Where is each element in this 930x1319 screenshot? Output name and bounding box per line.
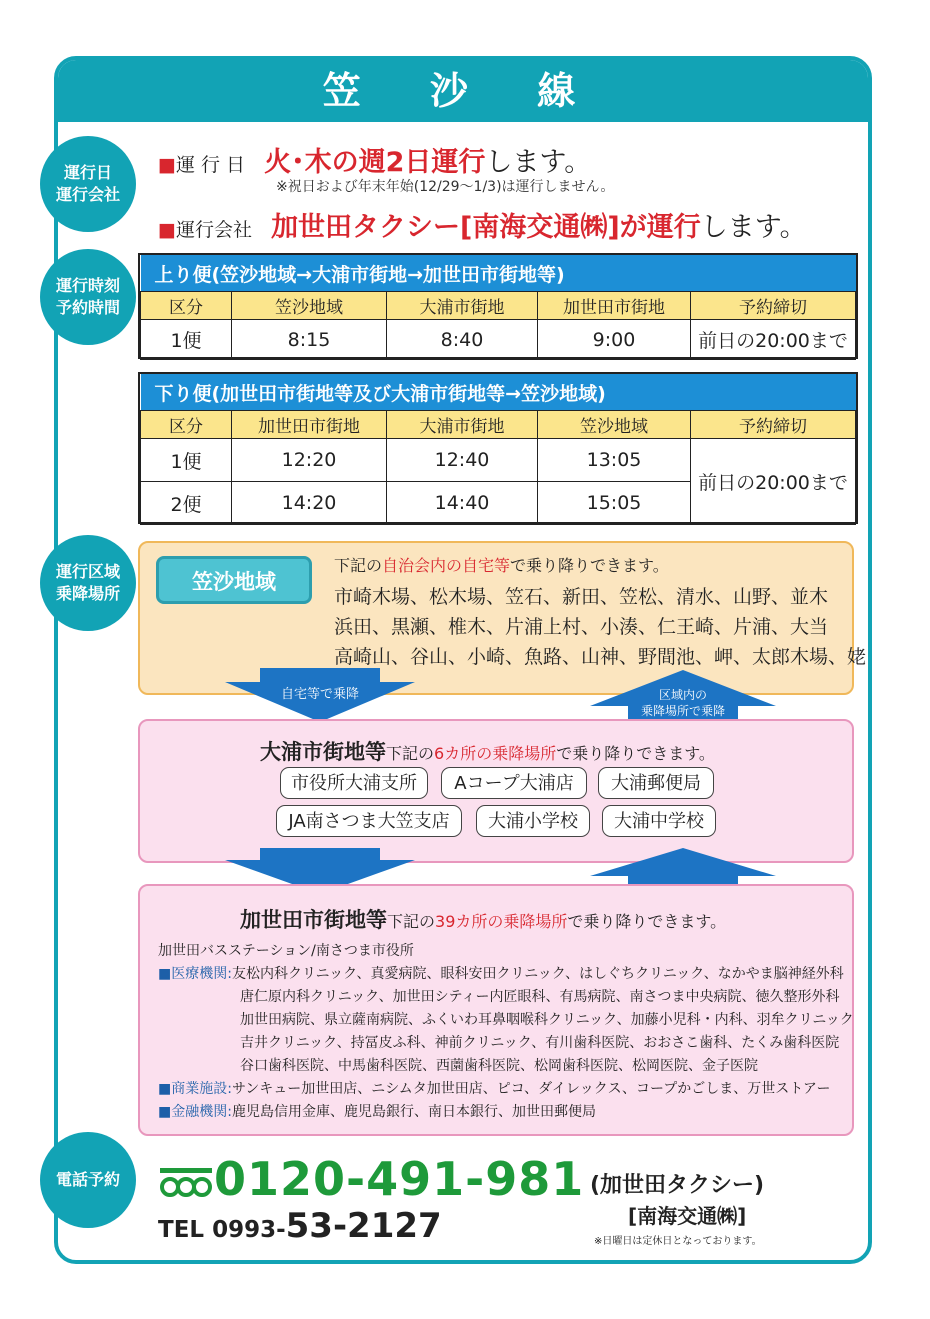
down-timetable: 下り便(加世田市街地等及び大浦市街地等→笠沙地域) 区分 加世田市街地 大浦市街地 笠沙地域 予約締切 1便 12:20 12:40 13:05 前日の20:00まで 2便 14:20 14:40 15:05	[138, 372, 858, 524]
stop-item: 市役所大浦支所	[280, 767, 428, 799]
phone-company-2: [南海交通㈱]	[628, 1204, 747, 1228]
kaseda-intro: 加世田市街地等下記の39カ所の乗降場所で乗り降りできます。	[240, 908, 727, 932]
down-table-caption: 下り便(加世田市街地等及び大浦市街地等→笠沙地域)	[141, 374, 856, 411]
side-label-phone: 電話予約	[40, 1132, 136, 1228]
side-label-schedule: 運行時刻 予約時間	[40, 249, 136, 345]
operation-day: ■運 行 日 火･木の週2日運行します。	[158, 147, 592, 178]
bullet-square: ■	[158, 154, 176, 176]
bullet-square: ■	[158, 219, 176, 241]
freedial-number[interactable]: 0120-491-981	[214, 1152, 585, 1206]
up-table-caption: 上り便(笠沙地域→大浦市街地→加世田市街地等)	[141, 255, 856, 292]
stop-item: Aコープ大浦店	[441, 767, 587, 799]
table-row: 2便 14:20 14:40 15:05	[141, 482, 856, 525]
tel-line[interactable]: TEL 0993-53-2127	[158, 1206, 442, 1246]
stop-item: 大浦中学校	[602, 805, 716, 837]
kasasa-locations: 市崎木場、松木場、笠石、新田、笠松、清水、山野、並木 浜田、黒瀬、椎木、片浦上村、小湊、仁王崎、片浦、大当 高崎山、谷山、小崎、魚路、山神、野間池、岬、太郎木場、姥	[334, 586, 867, 668]
arrow-down-label: 自宅等で乗降	[280, 687, 359, 702]
oura-intro: 大浦市街地等下記の6カ所の乗降場所で乗り降りできます。	[260, 740, 715, 764]
up-timetable: 上り便(笠沙地域→大浦市街地→加世田市街地等) 区分 笠沙地域 大浦市街地 加世田市街地 予約締切 1便 8:15 8:40 9:00 前日の20:00まで	[138, 253, 858, 359]
table-row: 1便 12:20 12:40 13:05 前日の20:00まで	[141, 439, 856, 482]
arrow-up-label: 区域内の 乗降場所で乗降	[640, 688, 725, 718]
kaseda-stop-list: 加世田バスステーション/南さつま市役所 ■医療機関:友松内科クリニック、真愛病院、眼科安田クリニック、はしぐちクリニック、なかやま脳神経外科 唐仁原内科クリニック、加世田シティー内匠眼科、有馬病院、南さつま中央病院、徳久整形外科 加世田病院、県立薩南病院、ふくいわ耳鼻咽喉科クリニック、加藤小児科・内科、羽牟クリニック 吉井クリニック、持冨皮ふ科、神前クリニック、有川歯科医院、おおさこ歯科、たくみ歯科医院 谷口歯科医院、中馬歯科医院、西薗歯科医院、松岡歯科医院、松岡医院、金子医院 ■商業施設:サンキュー加世田店、ニシムタ加世田店、ピコ、ダイレックス、コープかごしま、万世ストアー ■金融機関:鹿児島信用金庫、鹿児島銀行、南日本銀行、加世田郵便局	[158, 943, 854, 1120]
kasasa-area-tag: 笠沙地域	[156, 556, 312, 604]
stop-item: 大浦小学校	[476, 805, 590, 837]
freedial-icon	[158, 1166, 214, 1200]
page-title: 笠 沙 線	[58, 60, 868, 122]
phone-company: (加世田タクシー)	[590, 1173, 765, 1198]
kasasa-intro: 下記の自治会内の自宅等で乗り降りできます。	[334, 556, 669, 575]
side-label-operation: 運行日 運行会社	[40, 136, 136, 232]
operation-day-note: ※祝日および年末年始(12/29～1/3)は運行しません。	[276, 179, 615, 195]
stop-item: JA南さつま大笠支店	[276, 805, 462, 837]
phone-note: ※日曜日は定休日となっております。	[594, 1236, 762, 1247]
table-row: 1便 8:15 8:40 9:00 前日の20:00まで	[141, 320, 856, 360]
operation-company: ■運行会社 加世田タクシー[南海交通㈱]が運行します。	[158, 212, 807, 243]
side-label-area: 運行区域 乗降場所	[40, 535, 136, 631]
stop-item: 大浦郵便局	[598, 767, 714, 799]
